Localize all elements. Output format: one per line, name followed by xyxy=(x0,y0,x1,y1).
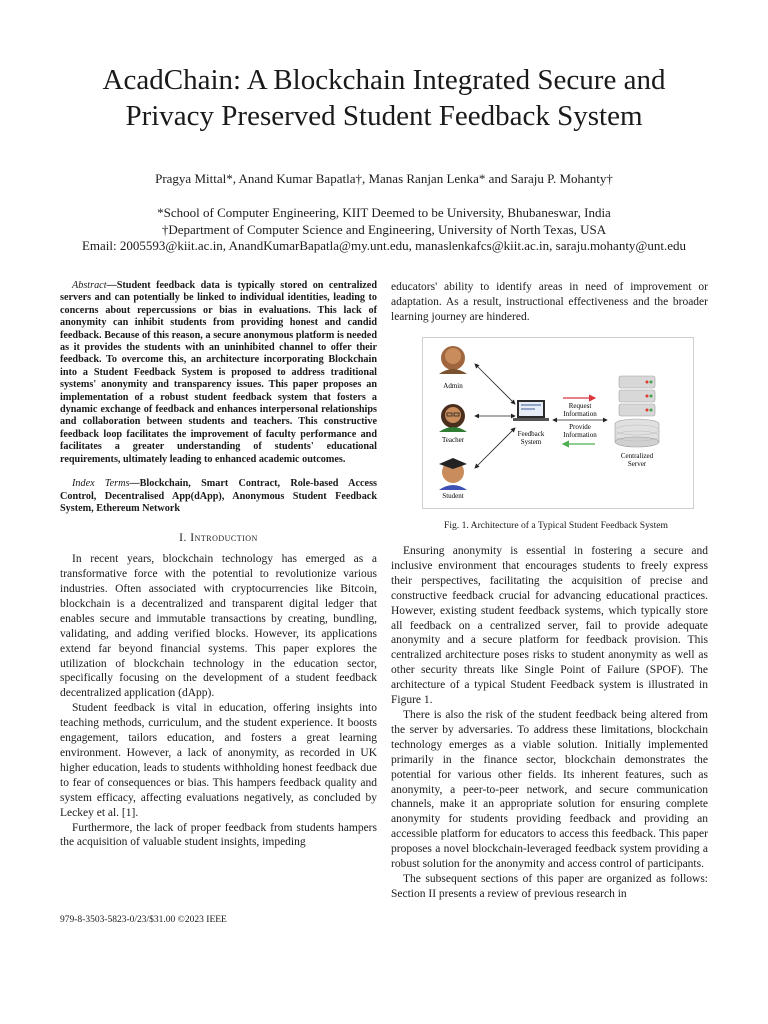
author-list: Pragya Mittal*, Anand Kumar Bapatla†, Manas Ranjan Lenka* and Saraju P. Mohanty† xyxy=(155,171,613,186)
section-title: Introduction xyxy=(190,532,258,545)
intro-paragraph-3: Furthermore, the lack of proper feedback from students hampers the acquisition of valuable student insights, impeding xyxy=(60,821,377,849)
right-column-bottom xyxy=(391,544,708,902)
intro-paragraph-1: In recent years, blockchain technology has emerged as a transformative force with the potential to revolutionize various industries. Often associated with cryptocurrencies like Bitcoin, blockchain is a decentralized and transparent digital ledger that enables secure and immutable transactions by creating, bundling, validating, and adding verified blocks. However, its applications extend far beyond financial systems. This paper explores the utilization of blockchain technology in the education sector, specifically focusing on the development of a student feedback decentralized application (dApp). xyxy=(60,553,377,700)
provide-label-1: Provide xyxy=(569,423,591,431)
admin-icon xyxy=(439,346,467,374)
server-label-1: Centralized xyxy=(620,452,654,460)
section-number: I. xyxy=(179,532,191,545)
paper-title xyxy=(40,62,728,134)
request-label-2: Information xyxy=(563,410,597,418)
right-continued-paragraph: educators' ability to identify areas in need of improvement or adaptation. As a result, instructional effectiveness and the broader learning journey are hindered. xyxy=(391,281,708,323)
index-terms xyxy=(60,478,377,515)
teacher-icon xyxy=(439,404,467,432)
server-icon xyxy=(615,376,659,447)
index-terms-text: —Blockchain, Smart Contract, Role-based Access Control, Decentralised App(dApp), Anonymous Student Feedback System, Ethereum Network xyxy=(60,478,377,514)
admin-system-arrow xyxy=(475,364,515,404)
feedback-system-label-2: System xyxy=(520,438,542,446)
teacher-label: Teacher xyxy=(441,436,465,444)
blockchain-paragraph: There is also the risk of the student feedback being altered from the server by adversaries. To address these limitations, blockchain technology emerges as a viable solution. Initially implemented primarily in the finance sector, blockchain demonstrates the potential for various other fields. Its inherent features, such as anonymity, a peer-to-peer network, and secure communication channels, make it an appropriate solution for ensuring complete anonymity for students providing feedback and providing an accessible platform for educators to access this feedback. This paper proposes a novel blockchain-leveraged feedback system providing a robust solution for the anonymity and access control of participants. xyxy=(391,708,708,871)
feedback-system-label-1: Feedback xyxy=(517,430,545,438)
student-system-arrow xyxy=(475,428,515,468)
figure-caption: Fig. 1. Architecture of a Typical Student Feedback System xyxy=(443,520,669,531)
title-line-1: AcadChain: A Blockchain Integrated Secure and xyxy=(102,64,666,96)
admin-label: Admin xyxy=(443,382,463,390)
left-column xyxy=(60,280,377,850)
architecture-figure xyxy=(422,337,694,509)
affiliation-unt: †Department of Computer Science and Engineering, University of North Texas, USA xyxy=(161,222,607,237)
copyright-footer: 979-8-3503-5823-0/23/$31.00 ©2023 IEEE xyxy=(60,915,227,925)
laptop-icon xyxy=(513,400,549,421)
title-line-2: Privacy Preserved Student Feedback System xyxy=(125,100,643,132)
organization-paragraph: The subsequent sections of this paper are organized as follows: Section II presents a review of previous research in xyxy=(391,872,708,900)
section-heading-introduction xyxy=(60,531,377,546)
abstract-text: —Student feedback data is typically stored on centralized servers and can potentially be linked to individual identities, leading to concerns about repercussions or bias in evaluations. This lack of anonymity can inhibit students from providing honest and candid feedback. Because of this reason, a secure anonymous platform is needed as it provides the students with an uninhibited channel to offer their feedback. To overcome this, an architecture incorporating Blockchain into a Student Feedback System is proposed to address traditional systems' anonymity and transparency issues. This paper proposes an implementation of a robust student feedback system that fosters a dynamic exchange of feedback and enhances interpersonal relationships and collaboration between students and teachers. This constructive feedback loop facilitates the improvement of faculty performance and facilitates a greater understanding of students' educational requirements, ultimately leading to enhanced academic outcomes. xyxy=(60,280,377,465)
architecture-diagram xyxy=(423,338,693,508)
right-column-top xyxy=(391,280,708,325)
intro-paragraph-2: Student feedback is vital in education, offering insights into teaching methods, curriculum, and the student experience. It boosts engagement, tailors education, and fosters a great learning environment. However, a lack of anonymity, as recorded in UK higher education, leads to students withholding honest feedback due to fear of consequences or bias. This hampers feedback quality and system efficacy, affecting evaluations negatively, as concluded by Leckey et al. [1]. xyxy=(60,702,377,819)
request-label-1: Request xyxy=(568,402,592,410)
index-terms-label: Index Terms xyxy=(72,478,130,490)
student-icon xyxy=(439,458,467,490)
provide-label-2: Information xyxy=(563,431,597,439)
student-label: Student xyxy=(442,492,464,500)
abstract-label: Abstract xyxy=(72,280,107,291)
affiliation-kiit: *School of Computer Engineering, KIIT Deemed to be University, Bhubaneswar, India xyxy=(157,205,611,220)
abstract xyxy=(60,280,377,466)
author-emails: Email: 2005593@kiit.ac.in, AnandKumarBapatla@my.unt.edu, manaslenkafcs@kiit.ac.in, saraju.mohanty@unt.edu xyxy=(81,238,687,253)
server-label-2: Server xyxy=(627,460,647,468)
anonymity-paragraph: Ensuring anonymity is essential in fostering a secure and inclusive environment that encourages students to freely express their perspectives, facilitating the acquisition of precise and constructive feedback crucial for advancing educational practices. However, existing student feedback systems, which typically store all feedback on a centralized server, fail to provide adequate anonymity and a secure platform for feedback provision. This centralized architecture poses risks to student anonymity as well as other security threats like Single Point of Failure (SPOF). The architecture of a typical Student Feedback system is illustrated in Figure 1. xyxy=(391,545,708,707)
